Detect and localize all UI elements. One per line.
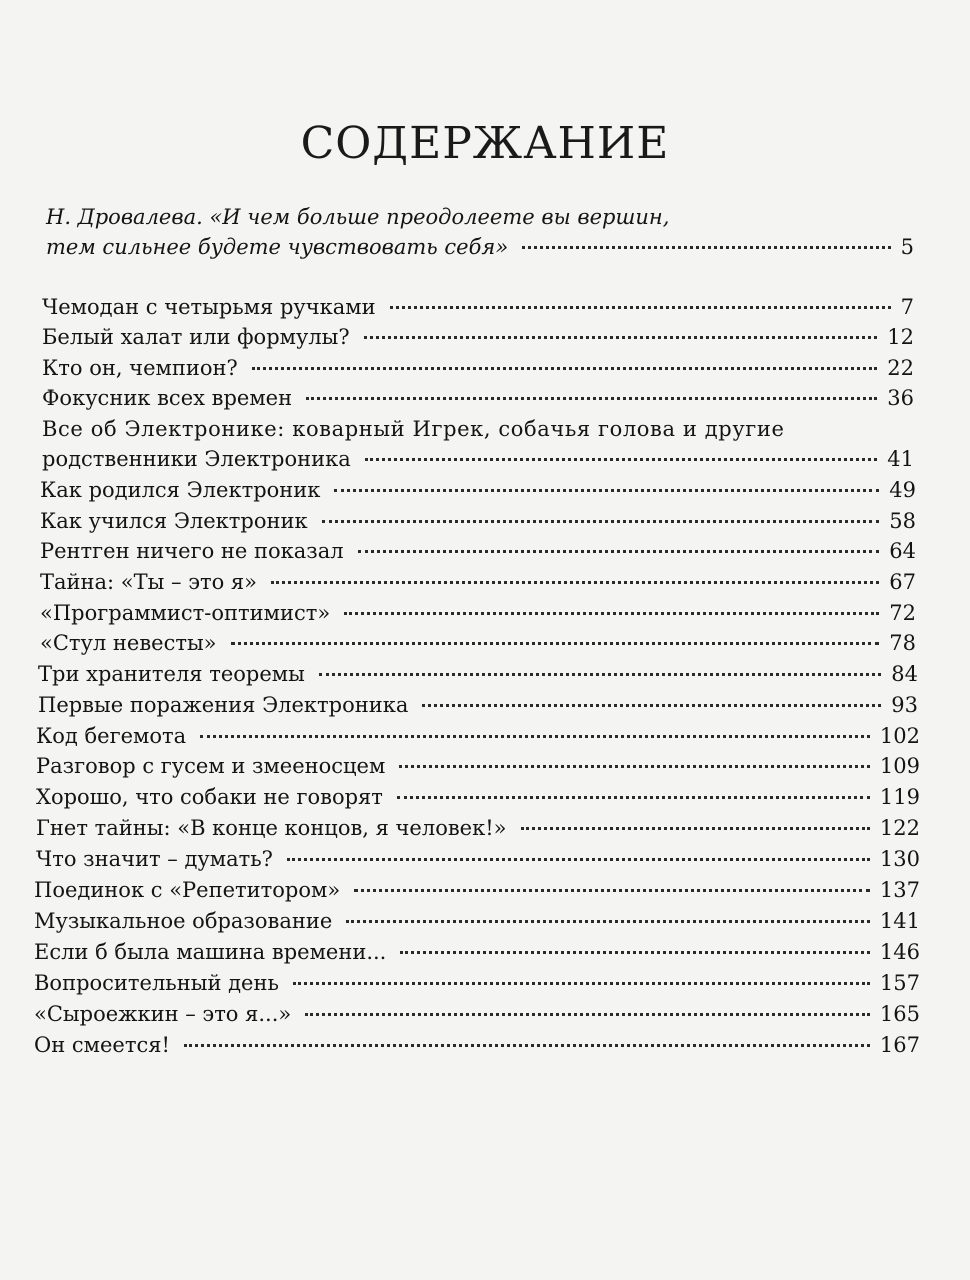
dot-leader [231, 642, 880, 645]
dot-leader [293, 982, 870, 985]
dot-leader [322, 520, 880, 523]
dot-leader [305, 1013, 870, 1016]
toc-page-number: 109 [879, 754, 920, 778]
toc-entry-title: Чемодан с четырьмя ручками [42, 295, 376, 319]
toc-entry[interactable] [42, 383, 914, 413]
toc-page-number: 64 [889, 539, 916, 563]
toc-entry-title: Поединок с «Репетитором» [34, 878, 341, 902]
toc-entry-title: Фокусник всех времен [42, 386, 293, 410]
toc-entry[interactable] [38, 659, 918, 689]
dot-leader [390, 306, 891, 309]
toc-entry[interactable] [40, 506, 916, 536]
dot-leader [422, 704, 881, 707]
dot-leader [400, 951, 870, 954]
toc-entry-title: Три хранителя теоремы [38, 662, 305, 686]
toc-entry[interactable] [38, 690, 918, 720]
dot-leader [334, 489, 879, 492]
toc-page-number: 58 [889, 509, 916, 533]
toc-page-number: 67 [889, 570, 916, 594]
dot-leader [364, 336, 878, 339]
toc-page-number: 22 [887, 356, 914, 380]
dot-leader [521, 827, 870, 830]
toc-page-number: 12 [887, 325, 914, 349]
toc-entry-title: Гнет тайны: «В конце концов, я человек!» [36, 816, 507, 840]
toc-entry[interactable] [34, 906, 920, 936]
toc-page-number: 36 [887, 386, 914, 410]
dot-leader [354, 889, 870, 892]
toc-entry[interactable] [42, 414, 914, 474]
toc-page-number: 78 [889, 631, 916, 655]
toc-entry[interactable] [34, 1030, 920, 1060]
toc-entry[interactable] [34, 875, 920, 905]
dot-leader [271, 581, 879, 584]
dot-leader [319, 673, 881, 676]
toc-page-number: 137 [879, 878, 920, 902]
dot-leader [184, 1044, 870, 1047]
toc-entry-second-line [42, 444, 914, 474]
toc-entry-title: Хорошо, что собаки не говорят [36, 785, 383, 809]
intro-page-number: 5 [900, 235, 914, 259]
toc-entry-title: «Стул невесты» [40, 631, 217, 655]
toc-entry-title: «Сыроежкин – это я...» [34, 1002, 292, 1026]
intro-entry [46, 202, 914, 262]
toc-entry[interactable] [40, 475, 916, 505]
toc-entry[interactable] [34, 968, 920, 998]
toc-entry[interactable] [36, 844, 920, 874]
dot-leader [346, 920, 870, 923]
toc-page-number: 122 [879, 816, 920, 840]
toc-entry-title: Белый халат или формулы? [42, 325, 350, 349]
toc-page-number: 167 [879, 1033, 920, 1057]
toc-entry-text [42, 414, 914, 474]
toc-entry[interactable] [36, 813, 920, 843]
toc-entry-title: Кто он, чемпион? [42, 356, 238, 380]
toc-entry-title: Код бегемота [36, 724, 187, 748]
dot-leader [397, 796, 870, 799]
toc-page-number: 93 [891, 693, 918, 717]
toc-page-number: 141 [879, 909, 920, 933]
toc-entry-title: Что значит – думать? [36, 847, 273, 871]
toc-page-number: 157 [879, 971, 920, 995]
intro-line-2-row [46, 232, 914, 262]
toc-page-number: 41 [887, 447, 914, 471]
toc-entry-title: Тайна: «Ты – это я» [40, 570, 258, 594]
toc-entry-title: Вопросительный день [34, 971, 279, 995]
dot-leader [358, 550, 880, 553]
toc-page-number: 72 [889, 601, 916, 625]
toc-entry[interactable] [36, 751, 920, 781]
toc-page-number: 130 [879, 847, 920, 871]
toc-entry-title: Как учился Электроник [40, 509, 308, 533]
toc-entry[interactable] [40, 628, 916, 658]
toc-entry[interactable] [34, 937, 920, 967]
dot-leader [200, 735, 870, 738]
dot-leader [306, 397, 877, 400]
toc-entry-title: Музыкальное образование [34, 909, 333, 933]
dot-leader [344, 612, 879, 615]
dot-leader [365, 458, 878, 461]
intro-line-2: тем сильнее будете чувствовать себя» [46, 235, 509, 259]
toc-page-number: 165 [879, 1002, 920, 1026]
toc-entry-title: Если б была машина времени... [34, 940, 387, 964]
toc-entry[interactable] [42, 322, 914, 352]
toc-entry[interactable] [40, 536, 916, 566]
dot-leader [287, 858, 870, 861]
toc-page-number: 84 [891, 662, 918, 686]
toc-page-number: 146 [879, 940, 920, 964]
toc-entry-title: Как родился Электроник [40, 478, 321, 502]
toc-entry-title: Рентген ничего не показал [40, 539, 344, 563]
toc-page-number: 7 [900, 295, 914, 319]
dot-leader [252, 367, 878, 370]
toc-entry[interactable] [34, 999, 920, 1029]
toc-entry-title: «Программист-оптимист» [40, 601, 331, 625]
toc-entry-title-continued: родственники Электроника [42, 447, 351, 471]
toc-entry-title: Он смеется! [34, 1033, 170, 1057]
toc-entry-title: Разговор с гусем и змееносцем [36, 754, 386, 778]
toc-entry[interactable] [42, 292, 914, 322]
toc-entry[interactable] [36, 782, 920, 812]
toc-entry-title: Все об Электронике: коварный Игрек, собачья голова и другие [42, 417, 785, 441]
toc-entry[interactable] [42, 353, 914, 383]
dot-leader [522, 246, 890, 249]
toc-entry-title: Первые поражения Электроника [38, 693, 409, 717]
toc-page-number: 119 [879, 785, 920, 809]
toc-page-number: 102 [879, 724, 920, 748]
toc-entry[interactable] [40, 598, 916, 628]
toc-entry[interactable] [40, 567, 916, 597]
toc-page-number: 49 [889, 478, 916, 502]
page-title: СОДЕРЖАНИЕ [300, 118, 670, 169]
toc-entry[interactable] [36, 721, 920, 751]
dot-leader [399, 765, 870, 768]
intro-line-1: Н. Дровалева. «И чем больше преодолеете вы вершин, [46, 205, 670, 229]
